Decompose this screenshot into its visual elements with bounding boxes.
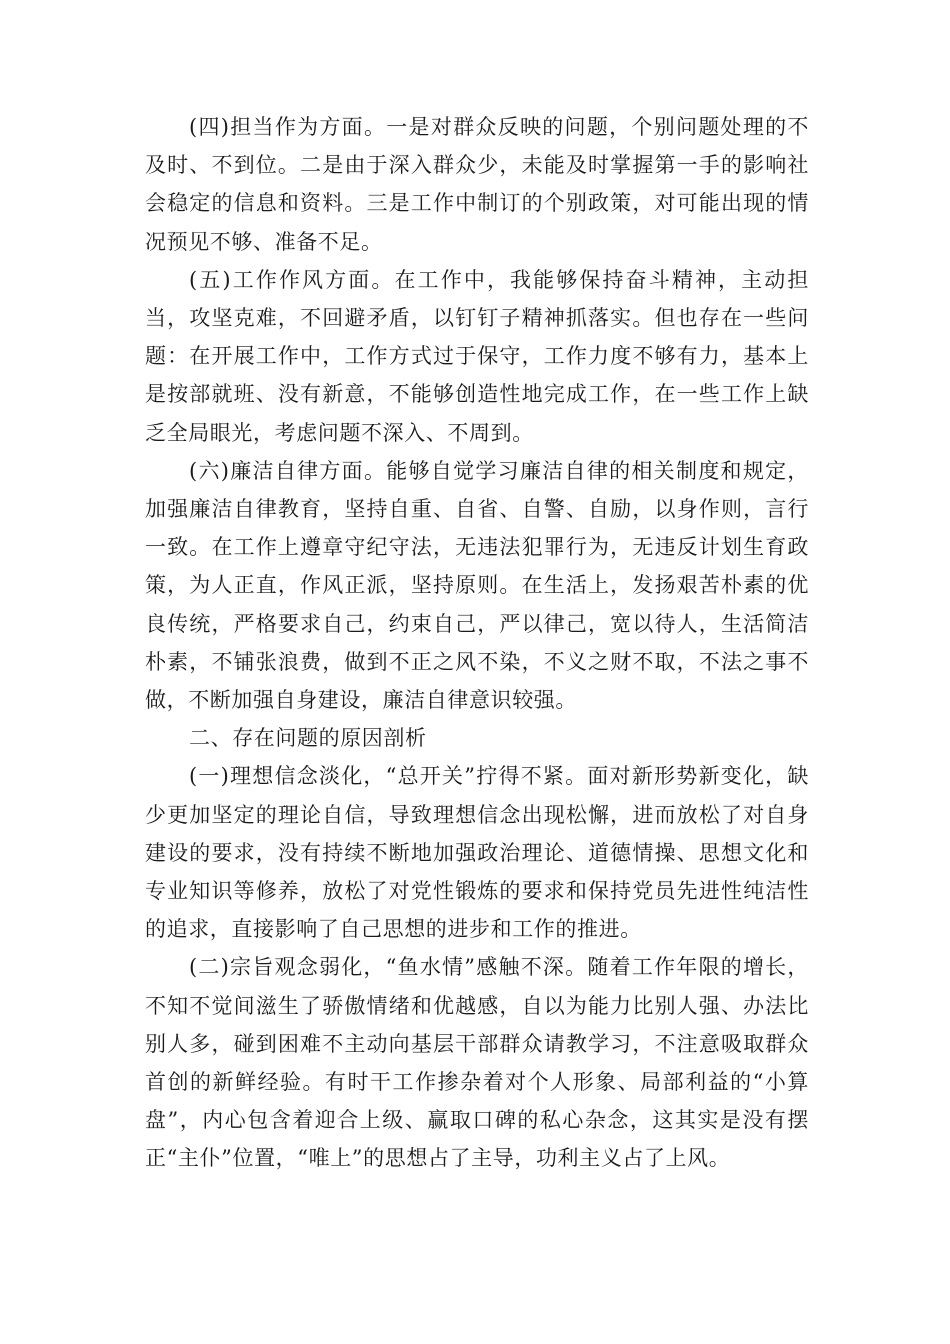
paragraph-lianjie-zilv: (六)廉洁自律方面。能够自觉学习廉洁自律的相关制度和规定，加强廉洁自律教育，坚持自重、自省、自警、自励，以身作则，言行一致。在工作上遵章守纪守法，无违法犯罪行为，无违反计划生育政策，为人正直，作风正派，坚持原则。在生活上，发扬艰苦朴素的优良传统，严格要求自己，约束自己，严以律己，宽以待人，生活简洁朴素，不铺张浪费，做到不正之风不染，不义之财不取，不法之事不做，不断加强自身建设，廉洁自律意识较强。	[145, 458, 809, 713]
paragraph-zongzhi-guannian: (二)宗旨观念弱化，“鱼水情”感触不深。随着工作年限的增长，不知不觉间滋生了骄傲情绪和优越感，自以为能力比别人强、办法比别人多，碰到困难不主动向基层干部群众请教学习，不注意吸取群众首创的新鲜经验。有时干工作掺杂着对个人形象、局部利益的“小算盘”，内心包含着迎合上级、赢取口碑的私心杂念，这其实是没有摆正“主仆”位置，“唯上”的思想占了主导，功利主义占了上风。	[145, 955, 809, 1171]
paragraph-lixiang-xinnian: (一)理想信念淡化，“总开关”拧得不紧。面对新形势新变化，缺少更加坚定的理论自信，导致理想信念出现松懈，进而放松了对自身建设的要求，没有持续不断地加强政治理论、道德情操、思想文化和专业知识等修养，放松了对党性锻炼的要求和保持党员先进性纯洁性的追求，直接影响了自己思想的进步和工作的推进。	[145, 764, 809, 942]
paragraph-gongzuo-zuofeng: (五)工作作风方面。在工作中，我能够保持奋斗精神，主动担当，攻坚克难，不回避矛盾，以钉钉子精神抓落实。但也存在一些问题：在开展工作中，工作方式过于保守，工作力度不够有力，基本上是按部就班、没有新意，不能够创造性地完成工作，在一些工作上缺乏全局眼光，考虑问题不深入、不周到。	[145, 267, 809, 445]
paragraph-danjdang-zuowei: (四)担当作为方面。一是对群众反映的问题，个别问题处理的不及时、不到位。二是由于深入群众少，未能及时掌握第一手的影响社会稳定的信息和资料。三是工作中制订的个别政策，对可能出现的情况预见不够、准备不足。	[145, 115, 809, 254]
section-heading: 二、存在问题的原因剖析	[189, 726, 427, 751]
document-page	[145, 108, 809, 1178]
